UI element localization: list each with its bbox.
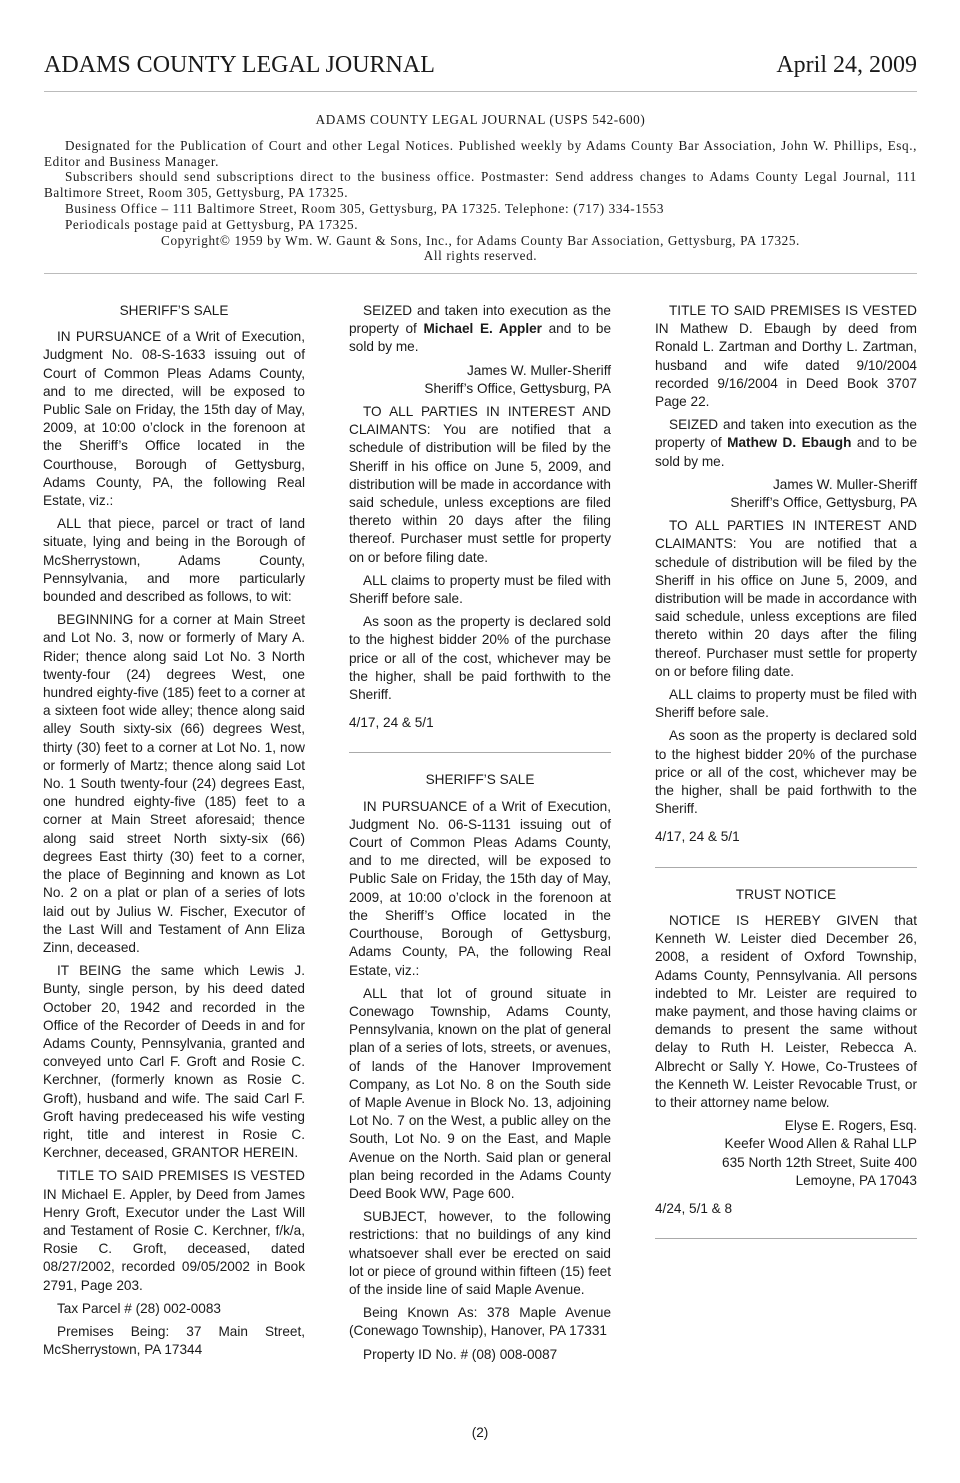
firm-address-line2: Lemoyne, PA 17043 bbox=[795, 1172, 917, 1188]
property-id: Property ID No. # (08) 008-0087 bbox=[363, 1346, 558, 1362]
defendant-name: Michael E. Appler bbox=[423, 321, 542, 337]
claims-paragraph: ALL claims to property must be filed with Sheriff before sale. bbox=[349, 572, 611, 607]
attorney-name: Elyse E. Rogers, Esq. bbox=[784, 1118, 917, 1134]
seized-paragraph: SEIZED and taken into execution as the property of Mathew D. Ebaugh and to be sold by me. bbox=[655, 417, 917, 469]
sheriff-office: Sheriff’s Office, Gettysburg, PA bbox=[424, 380, 611, 396]
page-header bbox=[44, 52, 917, 82]
masthead-copyright: Copyright© 1959 by Wm. W. Gaunt & Sons, Inc., for Adams County Bar Association, Gettysburg, PA 17325. bbox=[161, 232, 800, 248]
notice-title: TRUST NOTICE bbox=[735, 886, 837, 902]
notice-paragraph: TITLE TO SAID PREMISES IS VESTED IN Michael E. Appler, by Deed from James Henry Groft, Executor under the Last Will and Testament of Rosie C. Kerchner, f/k/a, Rosie C. Groft, deceased, dated 08/27/2002, recorded 09/05/2002 in Book 2791, Page 203. bbox=[43, 1168, 305, 1293]
notice-paragraph: ALL that piece, parcel or tract of land situate, lying and being in the Borough of McSherrystown, Adams County, Pennsylvania, and more particularly bounded and described as follows, to wit: bbox=[43, 516, 305, 605]
firm-address-line1: 635 North 12th Street, Suite 400 bbox=[722, 1154, 917, 1170]
notice-paragraph: BEGINNING for a corner at Main Street and Lot No. 3, now or formerly of Mary A. Rider; thence along said Lot No. 3 North twenty-four (24) degrees West, one hundred eighty-five (185) feet to a corner at a sixteen foot wide alley; thence along said alley South sixty-six (66) degrees West, thirty (30) feet to a corner at Lot No. 1, now or formerly of Martz; thence along said Lot No. 1 South twenty-four (24) degrees East, one hundred eighty-five (185) feet to a corner at Main Street aforesaid; thence along said street North sixty-six (66) degrees East thirty (30) feet to a corner, the place of Beginning and known as Lot No. 2 on a plat or plan of a series of lots laid out by Julius W. Fischer, Executor of the Last Will and Testament of Ann Eliza Zinn, deceased. bbox=[43, 612, 305, 955]
notice-divider bbox=[655, 867, 917, 868]
sheriff-name: James W. Muller-Sheriff bbox=[466, 362, 611, 378]
publication-dates: 4/17, 24 & 5/1 bbox=[349, 715, 434, 731]
notice-paragraph: ALL that lot of ground situate in Conewago Township, Adams County, Pennsylvania, known on the plat of general plan of a series of lots, streets, or avenues, of lands of the Hanover Improvement Company, as Lot No. 8 on the South side of Maple Avenue in Block No. 13, adjoining Lot No. 7 on the West, a public alley on the South, Lot No. 9 on the East, and Maple Avenue on the North. Said plan or general plan being recorded in the Adams County Deed Book WW, Page 600. bbox=[349, 985, 611, 1201]
sheriff-office: Sheriff’s Office, Gettysburg, PA bbox=[730, 495, 917, 511]
property-address: Being Known As: 378 Maple Avenue (Conewago Township), Hanover, PA 17331 bbox=[349, 1305, 611, 1339]
masthead-rights: All rights reserved. bbox=[423, 248, 538, 264]
journal-title: ADAMS COUNTY LEGAL JOURNAL bbox=[44, 52, 435, 78]
masthead-business-office: Business Office – 111 Baltimore Street, Room 305, Gettysburg, PA 17325. Telephone: (717) 334-1553 bbox=[65, 200, 665, 216]
column-2 bbox=[349, 302, 611, 1369]
masthead bbox=[44, 112, 917, 264]
notice-paragraph: IN PURSUANCE of a Writ of Execution, Judgment No. 08-S-1633 issuing out of Court of Common Pleas Adams County, and to me directed, will be exposed to Public Sale on Friday, the 15th day of May, 2009, at 10:00 o’clock in the forenoon at the Sheriff’s Office located in the Courthouse, Borough of Gettysburg, Adams County, PA, the following Real Estate, viz.: bbox=[43, 329, 305, 509]
masthead-postage: Periodicals postage paid at Gettysburg, PA 17325. bbox=[65, 216, 359, 232]
masthead-divider bbox=[44, 273, 917, 274]
masthead-title: ADAMS COUNTY LEGAL JOURNAL (USPS 542-600) bbox=[315, 112, 646, 127]
parties-paragraph: TO ALL PARTIES IN INTEREST AND CLAIMANTS: You are notified that a schedule of distribution will be filed by the Sheriff in his office on June 5, 2009, and distribution will be made in accordance with said schedule, unless exceptions are filed thereto within 20 days after the filing thereof. Purchaser must settle for property on or before filing date. bbox=[349, 404, 611, 565]
column-1 bbox=[43, 302, 305, 1364]
issue-date: April 24, 2009 bbox=[776, 52, 917, 78]
law-firm: Keefer Wood Allen & Rahal LLP bbox=[724, 1136, 917, 1152]
tax-parcel: Tax Parcel # (28) 002-0083 bbox=[57, 1300, 221, 1316]
defendant-name: Mathew D. Ebaugh bbox=[727, 435, 852, 451]
notice-paragraph: IN PURSUANCE of a Writ of Execution, Judgment No. 06-S-1131 issuing out of Court of Common Pleas Adams County, and to me directed, will be exposed to Public Sale on Friday, the 15th day of May, 2009, at 10:00 o’clock in the forenoon at the Sheriff’s Office located in the Courthouse, Borough of Gettysburg, Adams County, PA, the following Real Estate, viz.: bbox=[349, 798, 611, 978]
column-3 bbox=[655, 302, 917, 1257]
notice-title: SHERIFF’S SALE bbox=[425, 772, 535, 788]
declared-paragraph: As soon as the property is declared sold to the highest bidder 20% of the purchase price or all of the cost, whichever may be the higher, shall be paid forthwith to the Sheriff. bbox=[655, 728, 917, 817]
claims-paragraph: ALL claims to property must be filed with Sheriff before sale. bbox=[655, 687, 917, 721]
masthead-designation: Designated for the Publication of Court and other Legal Notices. Published weekly by Adams County Bar Association, John W. Phillips, Esq., Editor and Business Manager. bbox=[44, 137, 917, 169]
notice-paragraph: IT BEING the same which Lewis J. Bunty, single person, by his deed dated October 20, 1942 and recorded in the Office of the Recorder of Deeds in and for Adams County, Pennsylvania, granted and conveyed unto Carl F. Groft and Rosie C. Kerchner, (formerly known as Rosie C. Groft), husband and wife. The said Carl F. Groft having predeceased his wife vesting right, title and interest in Rosie C. Kerchner, deceased, GRANTOR HEREIN. bbox=[43, 963, 305, 1161]
declared-paragraph: As soon as the property is declared sold to the highest bidder 20% of the purchase price or all of the cost, whichever may be the higher, shall be paid forthwith to the Sheriff. bbox=[349, 614, 611, 703]
sheriff-name: James W. Muller-Sheriff bbox=[772, 476, 917, 492]
notice-divider bbox=[655, 1238, 917, 1239]
publication-dates: 4/17, 24 & 5/1 bbox=[655, 829, 740, 845]
notice-paragraph: NOTICE IS HEREBY GIVEN that Kenneth W. Leister died December 26, 2008, a resident of Oxford Township, Adams County, Pennsylvania. All persons indebted to Mr. Leister are required to make payment, and those having claims or demands to present the same without delay to Ruth H. Leister, Rebecca A. Albrecht or Sally Y. Howe, Co-Trustees of the Kenneth W. Leister Revocable Trust, or to their attorney name below. bbox=[655, 912, 917, 1110]
seized-paragraph: SEIZED and taken into execution as the property of Michael E. Appler and to be sold by me. bbox=[349, 303, 612, 355]
page-number: (2) bbox=[471, 1425, 489, 1440]
notice-title: SHERIFF’S SALE bbox=[119, 303, 229, 318]
notice-paragraph: TITLE TO SAID PREMISES IS VESTED IN Mathew D. Ebaugh by deed from Ronald L. Zartman and Dorthy L. Zartman, husband and wife dated 9/10/2004 recorded 9/16/2004 in Deed Book 3707 Page 22. bbox=[655, 303, 917, 410]
parties-paragraph: TO ALL PARTIES IN INTEREST AND CLAIMANTS: You are notified that a schedule of distribution will be filed by the Sheriff in his office on June 5, 2009, and distribution will be made in accordance with said schedule, unless exceptions are filed thereto within 20 days after the filing thereof. Purchaser must settle for property on or before filing date. bbox=[655, 518, 917, 679]
publication-dates: 4/24, 5/1 & 8 bbox=[655, 1200, 733, 1216]
notice-paragraph: SUBJECT, however, to the following restrictions: that no buildings of any kind whatsoever shall ever be erected on said lot or piece of ground within fifteen (15) feet of the inside line of said Maple Avenue. bbox=[349, 1209, 611, 1297]
notice-divider bbox=[349, 752, 611, 753]
masthead-subscriptions: Subscribers should send subscriptions direct to the business office. Postmaster: Send address changes to Adams County Legal Journal, 111 Baltimore Street, Room 305, Gettysburg, PA 17325. bbox=[44, 169, 917, 201]
premises-address: Premises Being: 37 Main Street, McSherrystown, PA 17344 bbox=[43, 1323, 305, 1358]
header-divider bbox=[44, 91, 917, 92]
